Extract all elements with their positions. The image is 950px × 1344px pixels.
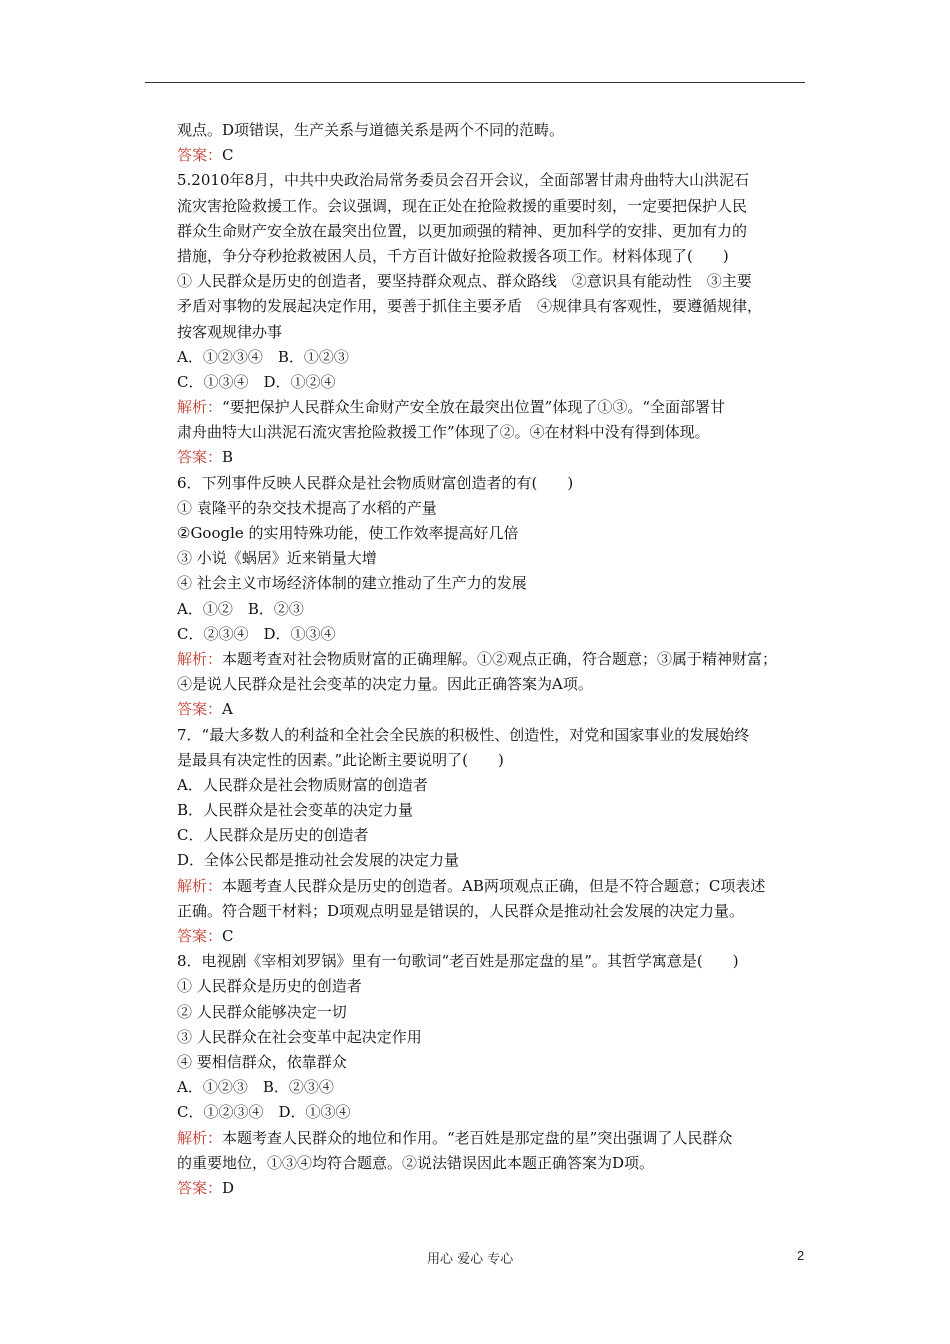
- text-line: [177, 471, 817, 496]
- analysis-line: [177, 874, 817, 899]
- text-line: [177, 1025, 817, 1050]
- text-line: [177, 949, 817, 974]
- line-label: 解析：: [177, 1128, 223, 1147]
- line-text: C: [222, 927, 234, 945]
- line-text: 本题考查人民群众的地位和作用。“老百姓是那定盘的星”突出强调了人民群众: [222, 1128, 733, 1147]
- line-text: 措施，争分夺秒抢救被困人员，千方百计做好抢险救援各项工作。材料体现了( ): [177, 246, 729, 265]
- document-body: [177, 118, 817, 1201]
- line-text: ① 人民群众是历史的创造者: [177, 977, 362, 996]
- line-text: 本题考查人民群众是历史的创造者。AB两项观点正确，但是不符合题意；C项表述: [222, 876, 766, 895]
- text-line: [177, 974, 817, 999]
- line-text: 6．下列事件反映人民群众是社会物质财富创造者的有( ): [177, 473, 574, 492]
- line-label: 解析：: [177, 876, 223, 895]
- line-text: 流灾害抢险救援工作。会议强调，现在正处在抢险救援的重要时刻，一定要把保护人民: [177, 196, 748, 215]
- line-label: 答案：: [177, 700, 223, 719]
- text-line: [177, 294, 817, 319]
- line-text: 按客观规律办事: [177, 322, 283, 341]
- line-text: ① 袁隆平的杂交技术提高了水稻的产量: [177, 498, 437, 517]
- line-text: ④是说人民群众是社会变革的决定力量。因此正确答案为A项。: [177, 675, 593, 694]
- line-text: 正确。符合题干材料；D项观点明显是错误的，人民群众是推动社会发展的决定力量。: [177, 901, 745, 920]
- answer-line: [177, 1176, 817, 1201]
- line-text: 本题考查对社会物质财富的正确理解。①②观点正确，符合题意；③属于精神财富；: [222, 649, 778, 668]
- text-line: [177, 672, 817, 697]
- answer-line: [177, 697, 817, 722]
- line-text: ② 人民群众能够决定一切: [177, 1002, 347, 1021]
- line-text: A．①② B．②③: [177, 599, 304, 618]
- text-line: [177, 420, 817, 445]
- line-text: 5.2010年8月，中共中央政治局常务委员会召开会议，全面部署甘肃舟曲特大山洪泥石: [177, 171, 750, 190]
- answer-line: [177, 445, 817, 470]
- footer-motto: 用心 爱心 专心: [427, 1252, 514, 1267]
- line-label: 答案：: [177, 448, 223, 467]
- line-text: ③ 人民群众在社会变革中起决定作用: [177, 1027, 422, 1046]
- line-text: 矛盾对事物的发展起决定作用，要善于抓住主要矛盾 ④规律具有客观性，要遵循规律，: [177, 297, 763, 316]
- text-line: [177, 320, 817, 345]
- analysis-line: [177, 1126, 817, 1151]
- line-label: 解析：: [177, 398, 223, 417]
- line-text: 的重要地位，①③④均符合题意。②说法错误因此本题正确答案为D项。: [177, 1153, 655, 1172]
- line-label: 答案：: [177, 146, 223, 165]
- text-line: [177, 244, 817, 269]
- line-text: A．①②③④ B．①②③: [177, 347, 349, 366]
- text-line: [177, 773, 817, 798]
- line-text: ① 人民群众是历史的创造者，要坚持群众观点、群众路线 ②意识具有能动性 ③主要: [177, 272, 752, 291]
- line-text: 8．电视剧《宰相刘罗锅》里有一句歌词“老百姓是那定盘的星”。其哲学寓意是( ): [177, 952, 739, 971]
- text-line: [177, 269, 817, 294]
- text-line: [177, 597, 817, 622]
- line-text: B．人民群众是社会变革的决定力量: [177, 801, 414, 820]
- line-text: ④ 要相信群众，依靠群众: [177, 1052, 347, 1071]
- header-rule: [145, 82, 805, 83]
- text-line: [177, 521, 817, 546]
- line-text: 肃舟曲特大山洪泥石流灾害抢险救援工作”体现了②。④在材料中没有得到体现。: [177, 423, 710, 442]
- text-line: [177, 168, 817, 193]
- line-text: D．全体公民都是推动社会发展的决定力量: [177, 851, 460, 870]
- page-number: 2: [797, 1248, 805, 1263]
- line-text: C: [222, 146, 234, 165]
- text-line: [177, 848, 817, 873]
- answer-line: [177, 924, 817, 949]
- line-text: “要把保护人民群众生命财产安全放在最突出位置”体现了①③。“全面部署甘: [222, 398, 726, 417]
- answer-line: [177, 143, 817, 168]
- line-label: 解析：: [177, 649, 223, 668]
- text-line: [177, 1000, 817, 1025]
- line-text: D: [222, 1178, 235, 1197]
- line-text: C．①③④ D．①②④: [177, 372, 336, 391]
- text-line: [177, 1151, 817, 1176]
- text-line: [177, 496, 817, 521]
- line-text: ④ 社会主义市场经济体制的建立推动了生产力的发展: [177, 574, 527, 593]
- line-text: B: [222, 448, 234, 467]
- text-line: [177, 194, 817, 219]
- line-text: A．人民群众是社会物质财富的创造者: [177, 775, 428, 794]
- text-line: [177, 1100, 817, 1125]
- line-text: 群众生命财产安全放在最突出位置，以更加顽强的精神、更加科学的安排、更加有力的: [177, 221, 748, 240]
- analysis-line: [177, 395, 817, 420]
- text-line: [177, 723, 817, 748]
- line-text: A．①②③ B．②③④: [177, 1078, 334, 1097]
- line-text: C．人民群众是历史的创造者: [177, 826, 369, 845]
- text-line: [177, 370, 817, 395]
- text-line: [177, 219, 817, 244]
- line-text: C．①②③④ D．①③④: [177, 1103, 351, 1122]
- line-text: 7．“最大多数人的利益和全社会全民族的积极性、创造性，对党和国家事业的发展始终: [177, 725, 750, 744]
- text-line: [177, 622, 817, 647]
- text-line: [177, 1075, 817, 1100]
- text-line: [177, 899, 817, 924]
- line-text: ③ 小说《蜗居》近来销量大增: [177, 549, 377, 568]
- line-text: 是最具有决定性的因素。”此论断主要说明了( ): [177, 750, 504, 769]
- text-line: [177, 571, 817, 596]
- text-line: [177, 546, 817, 571]
- line-label: 答案：: [177, 1178, 223, 1197]
- line-text: ②Google 的实用特殊功能，使工作效率提高好几倍: [177, 524, 519, 542]
- line-text: A: [222, 700, 233, 719]
- text-line: [177, 798, 817, 823]
- text-line: [177, 1050, 817, 1075]
- line-label: 答案：: [177, 927, 223, 945]
- text-line: [177, 118, 817, 143]
- text-line: [177, 823, 817, 848]
- text-line: [177, 748, 817, 773]
- text-line: [177, 345, 817, 370]
- analysis-line: [177, 647, 817, 672]
- line-text: C．②③④ D．①③④: [177, 624, 336, 643]
- line-text: 观点。D项错误，生产关系与道德关系是两个不同的范畴。: [177, 121, 565, 139]
